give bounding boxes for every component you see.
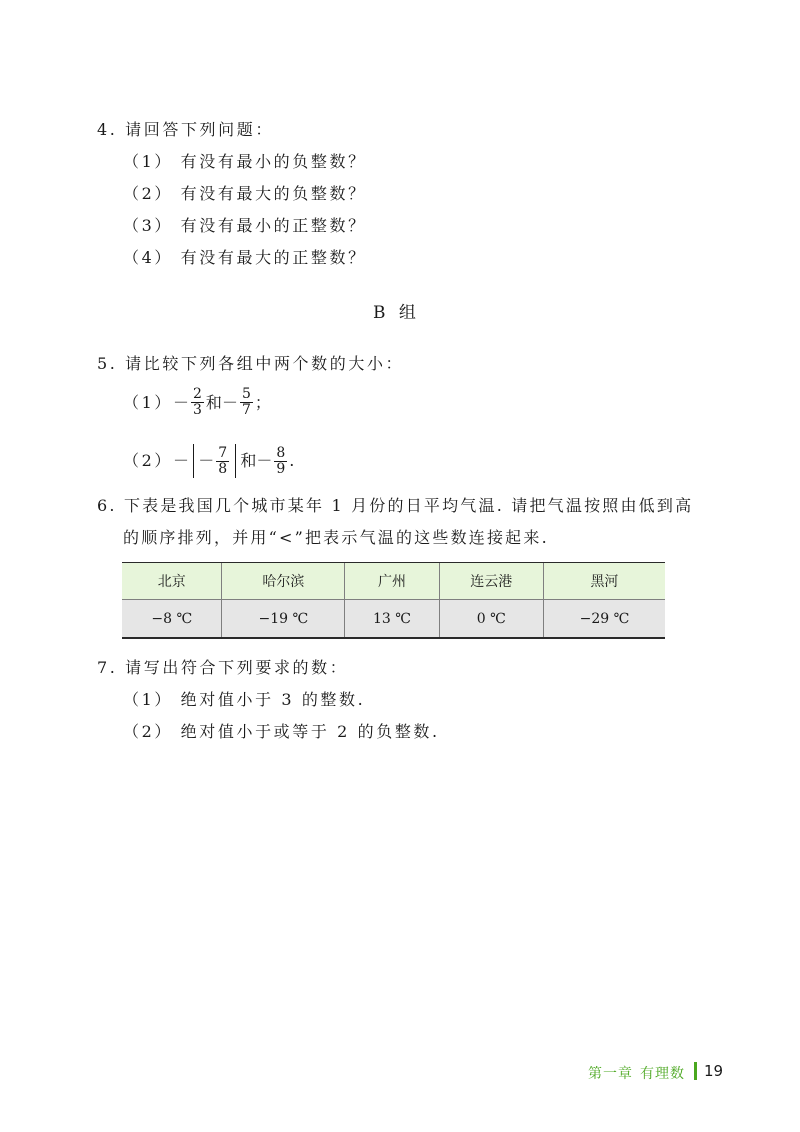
fraction-5-7 (240, 387, 253, 418)
chapter-label: 第一章 (588, 1066, 633, 1082)
numerator: 7 (218, 444, 228, 461)
minus-sign: － (172, 451, 189, 470)
question-4-item-2: （2） 有没有最大的负整数？ (123, 184, 367, 203)
temperature-table (122, 563, 665, 637)
numerator: 2 (193, 386, 202, 402)
conjunction: 和 (205, 392, 222, 412)
fraction-8-9 (274, 446, 287, 477)
question-4-item-1: （1） 有没有最小的负整数？ (123, 152, 367, 171)
table-header-cell: 广州 (345, 563, 439, 600)
table-cell: 0 ℃ (439, 600, 543, 638)
fraction-2-3 (191, 387, 204, 418)
question-4-title: 4. 请回答下列问题： (97, 120, 274, 139)
table-cell: −19 ℃ (222, 600, 345, 638)
question-7-item-2: （2） 绝对值小于或等于 2 的负整数. (123, 722, 440, 741)
conjunction: 和 (240, 451, 257, 470)
numerator: 8 (276, 444, 286, 461)
item-label: （1） (123, 392, 173, 412)
punctuation: . (289, 451, 297, 470)
question-4-item-4: （4） 有没有最大的正整数？ (123, 248, 367, 267)
question-7-item-1: （1） 绝对值小于 3 的整数. (123, 690, 366, 709)
question-5-title: 5. 请比较下列各组中两个数的大小： (97, 354, 405, 373)
minus-sign: － (221, 392, 238, 412)
question-5-item-1 (123, 387, 273, 418)
table-cell: −29 ℃ (543, 600, 665, 638)
minus-sign: － (256, 451, 273, 470)
footer-divider (694, 1062, 697, 1080)
question-6-line-2: 的顺序排列，并用“<”把表示气温的这些数连接起来. (123, 528, 549, 547)
item-label: （2） (123, 451, 173, 470)
question-6-line-1: 6. 下表是我国几个城市某年 1 月份的日平均气温. 请把气温按照由低到高 (97, 496, 694, 515)
table-header-cell: 连云港 (439, 563, 543, 600)
denominator: 8 (218, 460, 228, 477)
table-row (122, 600, 665, 638)
table-bottom-rule (122, 637, 665, 639)
question-7-title: 7. 请写出符合下列要求的数： (97, 658, 349, 677)
absolute-value-bar-right (235, 444, 236, 478)
denominator: 3 (193, 402, 202, 418)
minus-sign: － (172, 392, 189, 412)
table-header-cell: 哈尔滨 (222, 563, 345, 600)
table-cell: −8 ℃ (122, 600, 222, 638)
absolute-value-bar-left (193, 444, 194, 478)
table-header-row (122, 563, 665, 600)
question-4-item-3: （3） 有没有最小的正整数？ (123, 216, 367, 235)
numerator: 5 (241, 386, 251, 402)
page-number: 19 (704, 1062, 724, 1080)
table-cell: 13 ℃ (345, 600, 439, 638)
table-header-cell: 黑河 (543, 563, 665, 600)
fraction-7-8 (216, 446, 229, 477)
denominator: 9 (276, 460, 286, 477)
table-header-cell: 北京 (122, 563, 222, 600)
chapter-name: 有理数 (640, 1066, 685, 1082)
page-footer (0, 1061, 800, 1085)
minus-sign: － (198, 451, 215, 470)
group-b-heading: B 组 (373, 303, 420, 323)
denominator: 7 (241, 402, 251, 418)
punctuation: ； (254, 392, 274, 412)
question-5-item-2 (123, 444, 297, 478)
